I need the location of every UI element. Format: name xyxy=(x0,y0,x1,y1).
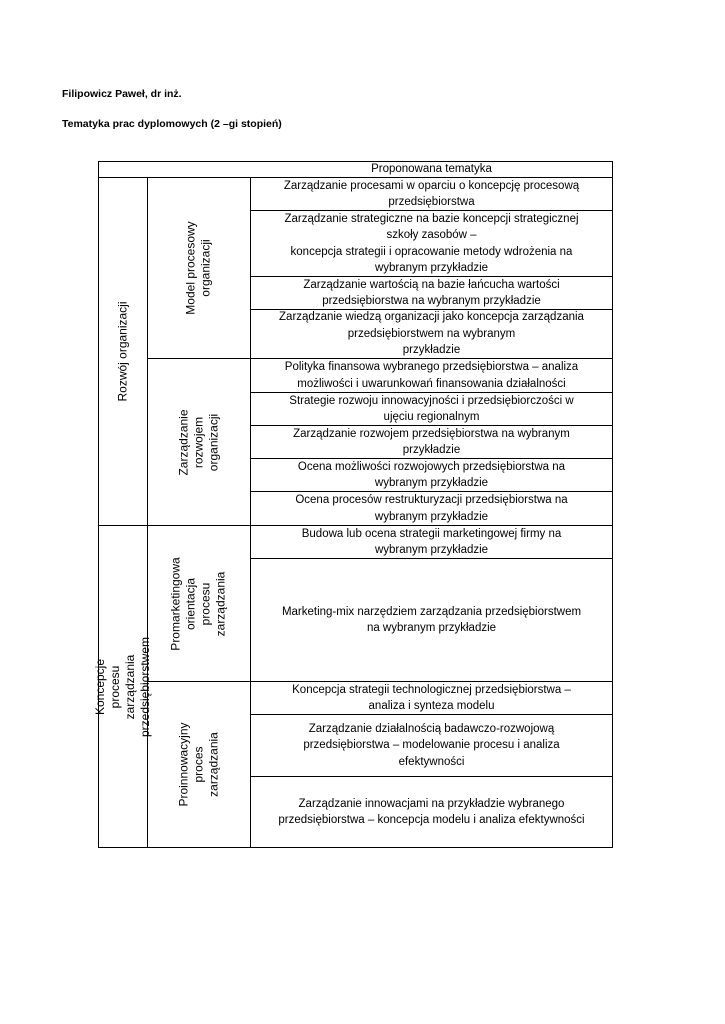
topic-cell: Polityka finansowa wybranego przedsiębiorstwa – analiza możliwości i uwarunkowań finansowania działalności xyxy=(284,361,579,390)
topic-cell: Strategie rozwoju innowacyjności i przedsiębiorczości w ujęciu regionalnym xyxy=(289,394,574,423)
topic-cell: Budowa lub ocena strategii marketingowej firmy na wybranym przykładzie xyxy=(301,527,562,556)
table-header: Proponowana tematyka xyxy=(371,163,492,176)
group-label-rozwoj: Rozwój organizacji xyxy=(115,301,130,402)
subgroup-label-model-procesowy: Model procesowy organizacji xyxy=(184,221,213,315)
topic-cell: Zarządzanie działalnością badawczo-rozwojową przedsiębiorstwa – modelowanie procesu i analiza efektywności xyxy=(303,722,560,768)
topic-cell: Ocena procesów restrukturyzacji przedsiębiorstwa na wybranym przykładzie xyxy=(295,494,568,523)
topic-cell: Zarządzanie wartością na bazie łańcucha wartości przedsiębiorstwa na wybranym przykładzie xyxy=(303,278,560,307)
topic-cell: Zarządzanie rozwojem przedsiębiorstwa na wybranym przykładzie xyxy=(293,427,570,456)
document-subtitle: Tematyka prac dyplomowych (2 –gi stopień) xyxy=(62,118,282,130)
topic-cell: Ocena możliwości rozwojowych przedsiębiorstwa na wybranym przykładzie xyxy=(297,460,566,489)
topic-cell: Zarządzanie wiedzą organizacji jako koncepcja zarządzania przedsiębiorstwem na wybranym przykładzie xyxy=(279,311,584,357)
topic-cell: Zarządzanie procesami w oparciu o koncepcję procesową przedsiębiorstwa xyxy=(283,179,580,208)
topic-cell: Marketing-mix narzędziem zarządzania przedsiębiorstwem na wybranym przykładzie xyxy=(281,605,582,634)
topic-cell: Koncepcja strategii technologicznej przedsiębiorstwa – analiza i synteza modelu xyxy=(292,683,571,712)
topic-cell: Zarządzanie innowacjami na przykładzie wybranego przedsiębiorstwa – koncepcja modelu i analiza efektywności xyxy=(278,797,585,826)
subgroup-label-promarketingowa: Promarketingowa orientacja procesu zarządzania xyxy=(169,556,228,651)
subgroup-label-zarzadzanie-rozwojem: Zarządzanie rozwojem organizacji xyxy=(176,408,221,476)
topic-cell: Zarządzanie strategiczne na bazie koncepcji strategicznej szkoły zasobów – koncepcja strategii i opracowanie metody wdrożenia na wybranym przykładzie xyxy=(284,212,579,274)
author-name: Filipowicz Paweł, dr inż. xyxy=(62,88,182,100)
subgroup-label-proinnowacyjny: Proinnowacyjny proces zarządzania xyxy=(176,722,221,807)
group-label-koncepcje: Koncepcje procesu zarządzania przedsiębiorstwem xyxy=(93,636,153,737)
